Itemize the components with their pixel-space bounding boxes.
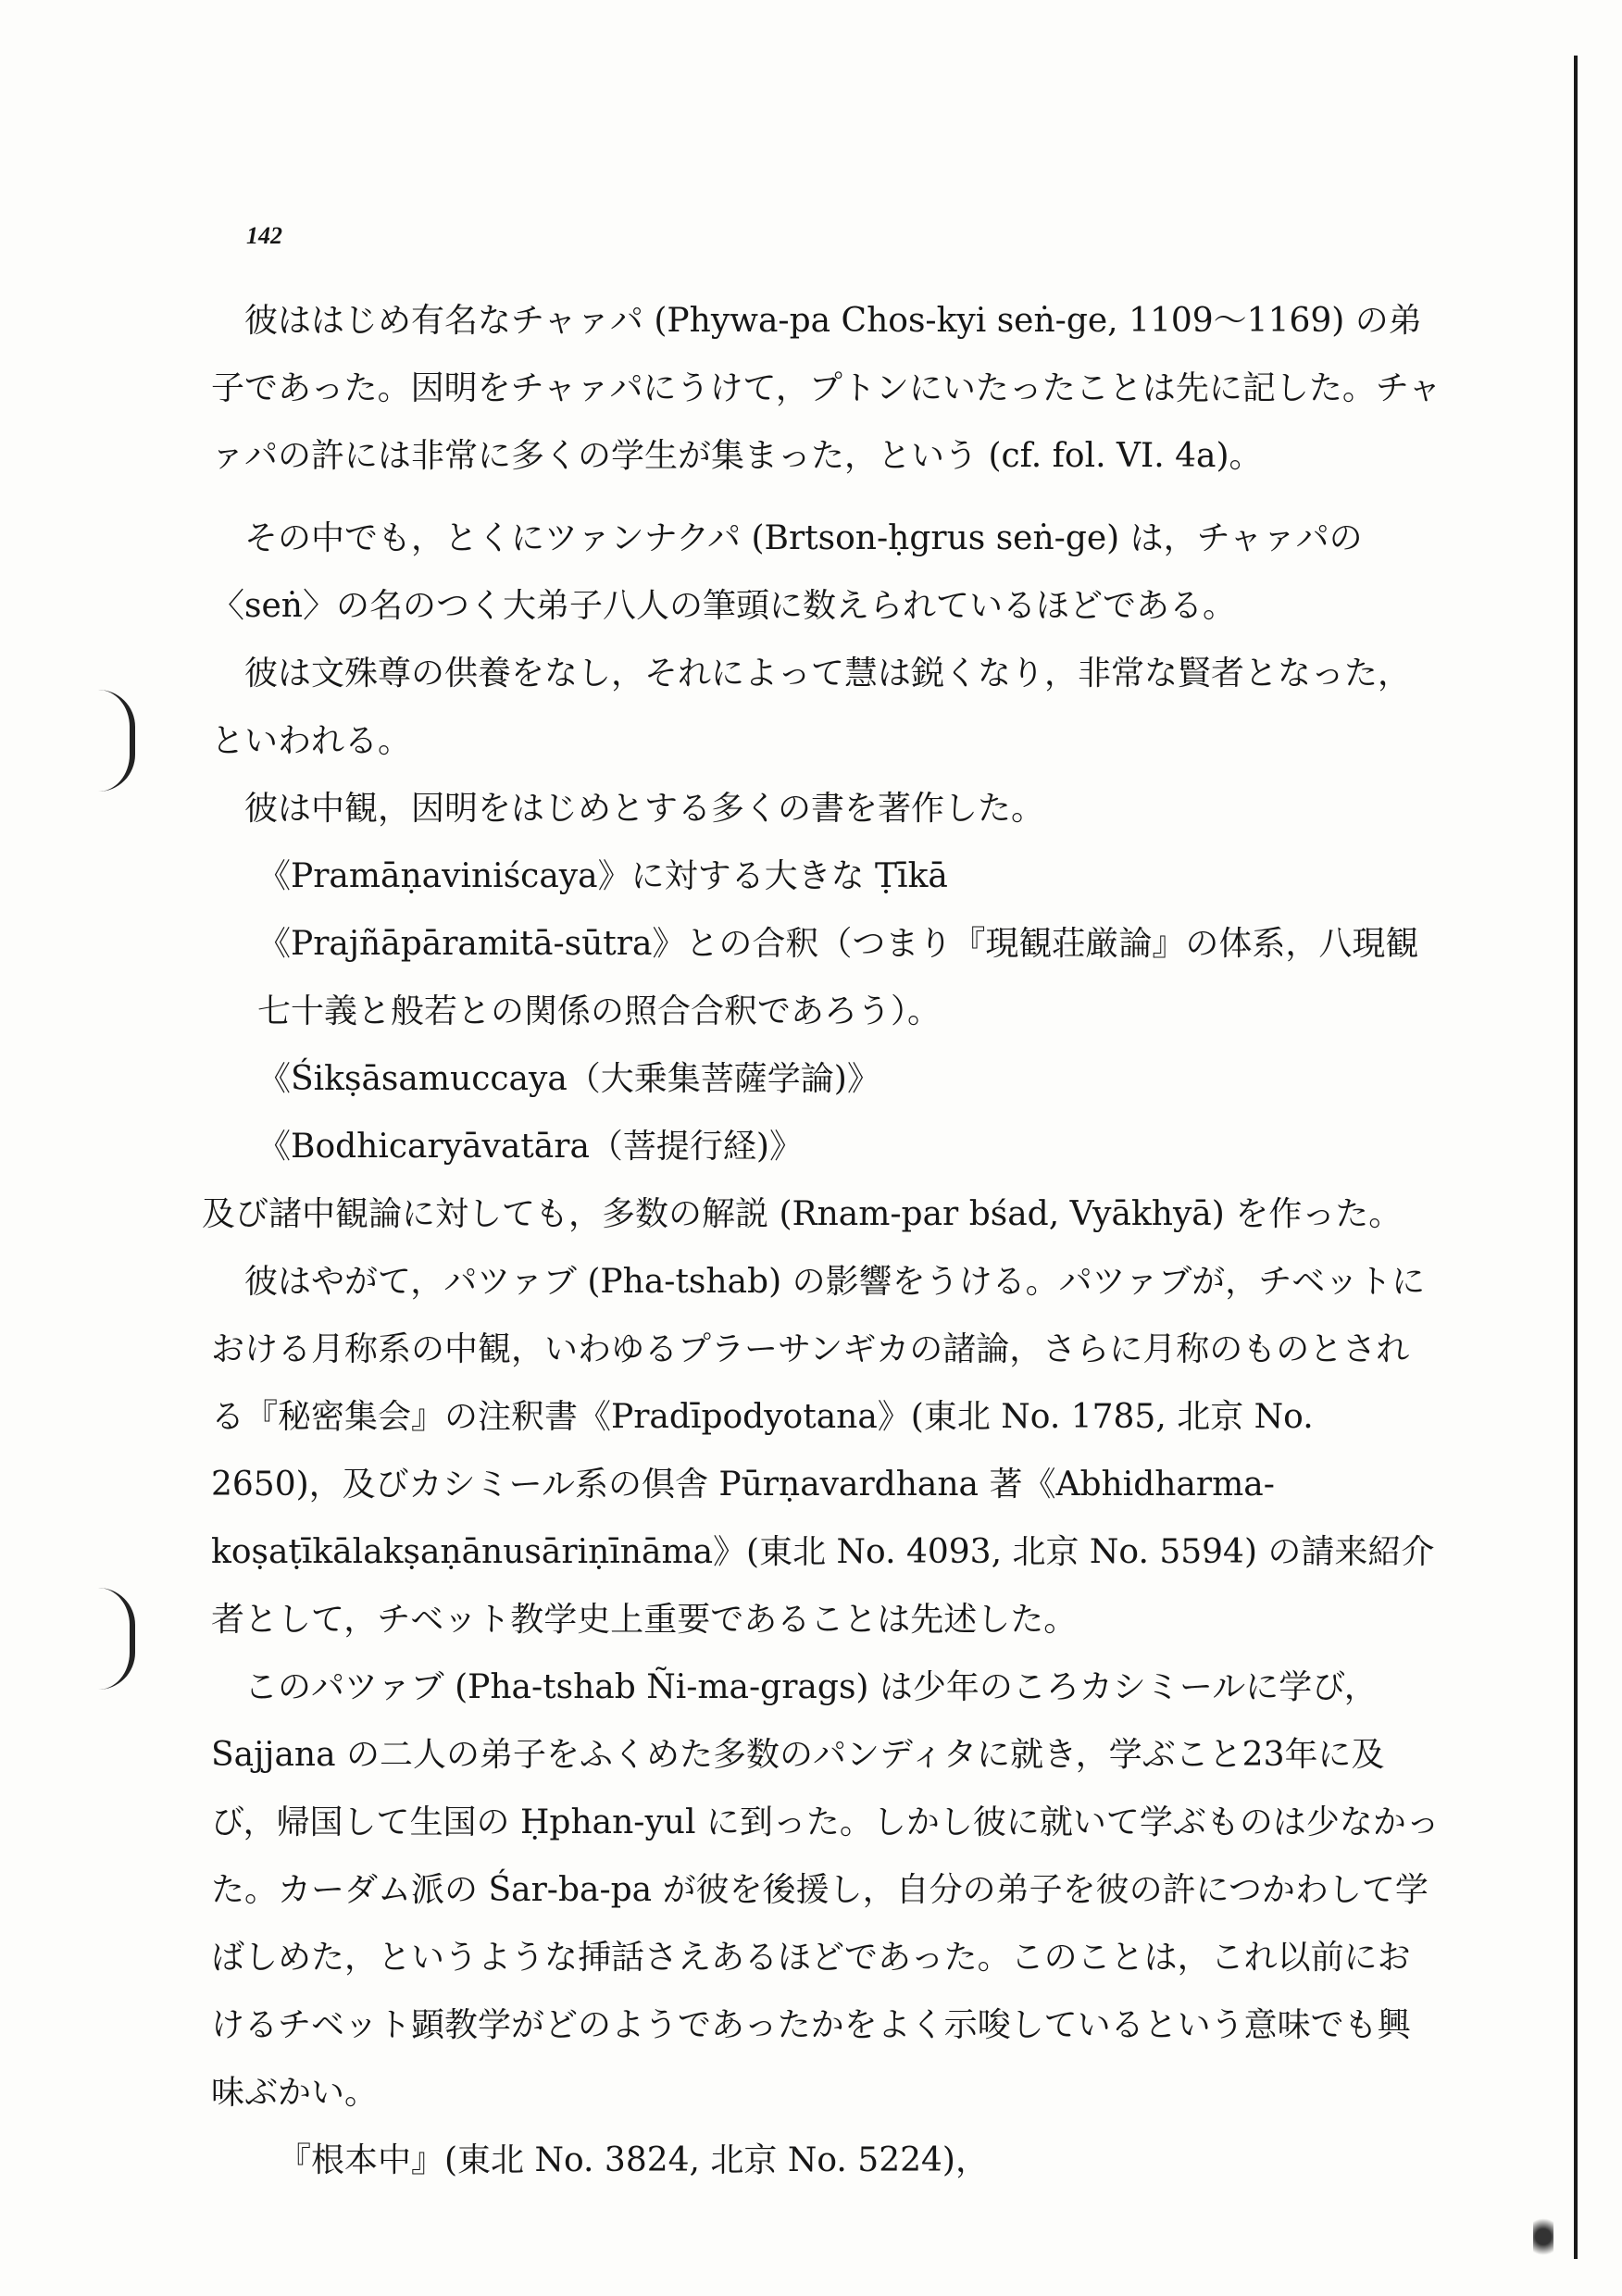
body-text xyxy=(202,287,1442,2194)
work-item: 《Śikṣāsamuccaya（大乗集菩薩学論)》 xyxy=(257,1060,880,1098)
paragraph: このパツァブ (Pha-tshab Ñi-ma-grags) は少年のころカシミールに学び，Sajjana の二人の弟子をふくめた多数のパンディタに就き，学ぶこと23年に及び，帰国して生国の Ḥphan-yul に到った。しかし彼に就いて学ぶものは少なかった。カーダム派の Śar-ba-pa が彼を後援し，自分の弟子を彼の許につかわして学ばしめた，というような挿話さえあるほどであった。このことは，これ以前におけるチベット顕教学がどのようであったかをよく示唆しているという意味でも興味ぶかい。 xyxy=(211,1668,1440,2112)
binding-mark xyxy=(98,690,135,792)
paragraph: その中でも，とくにツァンナクパ (Brtson-ḥgrus seṅ-ge) は，チャァパの〈seṅ〉の名のつく大弟子八人の筆頭に数えられているほどである。 xyxy=(211,519,1363,625)
margin-speck xyxy=(1533,2213,1553,2261)
page-number: 142 xyxy=(246,222,282,249)
binding-mark xyxy=(98,1588,135,1690)
works-list xyxy=(211,842,1442,1180)
paragraph: 及び諸中観論に対しても，多数の解説 (Rnam-par bśad, Vyākhyā) を作った。 xyxy=(202,1195,1403,1233)
citation-line: 『根本中』(東北 No. 3824, 北京 No. 5224)， xyxy=(278,2141,989,2179)
page-edge-rule xyxy=(1574,56,1578,2259)
paragraph: 彼は中観，因明をはじめとする多くの書を著作した。 xyxy=(244,790,1045,828)
work-item: 《Bodhicaryāvatāra（菩提行経)》 xyxy=(257,1128,803,1166)
paragraph: 彼はやがて，パツァブ (Pha-tshab) の影響をうける。パツァブが，チベットにおける月称系の中観，いわゆるプラーサンギカの諸論，さらに月称のものとされる『秘密集会』の注釈書《Pradīpodyotana》(東北 No. 1785, 北京 No. 2650)，及びカシミール系の倶舎 Pūrṇavardhana 著《Abhidharma-koṣaṭīkālakṣaṇānusāriṇīnāma》(東北 No. 4093, 北京 No. 5594) の請来紹介者として，チベット教学史上重要であることは先述した。 xyxy=(211,1263,1435,1639)
paragraph: 彼ははじめ有名なチャァパ (Phywa-pa Chos-kyi seṅ-ge, 1109〜1169) の弟子であった。因明をチャァパにうけて，プトンにいたったことは先に記した。チャァパの許には非常に多くの学生が集まった，という (cf. fol. VI. 4a)。 xyxy=(211,302,1441,475)
paragraph: 彼は文殊尊の供養をなし，それによって慧は鋭くなり，非常な賢者となった，といわれる。 xyxy=(211,655,1412,760)
work-item: 《Prajñāpāramitā-sūtra》との合釈（つまり『現観荘厳論』の体系，八現観七十義と般若との関係の照合合釈であろう）。 xyxy=(257,925,1419,1030)
work-item: 《Pramāṇaviniścaya》に対する大きな Ṭīkā xyxy=(257,857,948,895)
